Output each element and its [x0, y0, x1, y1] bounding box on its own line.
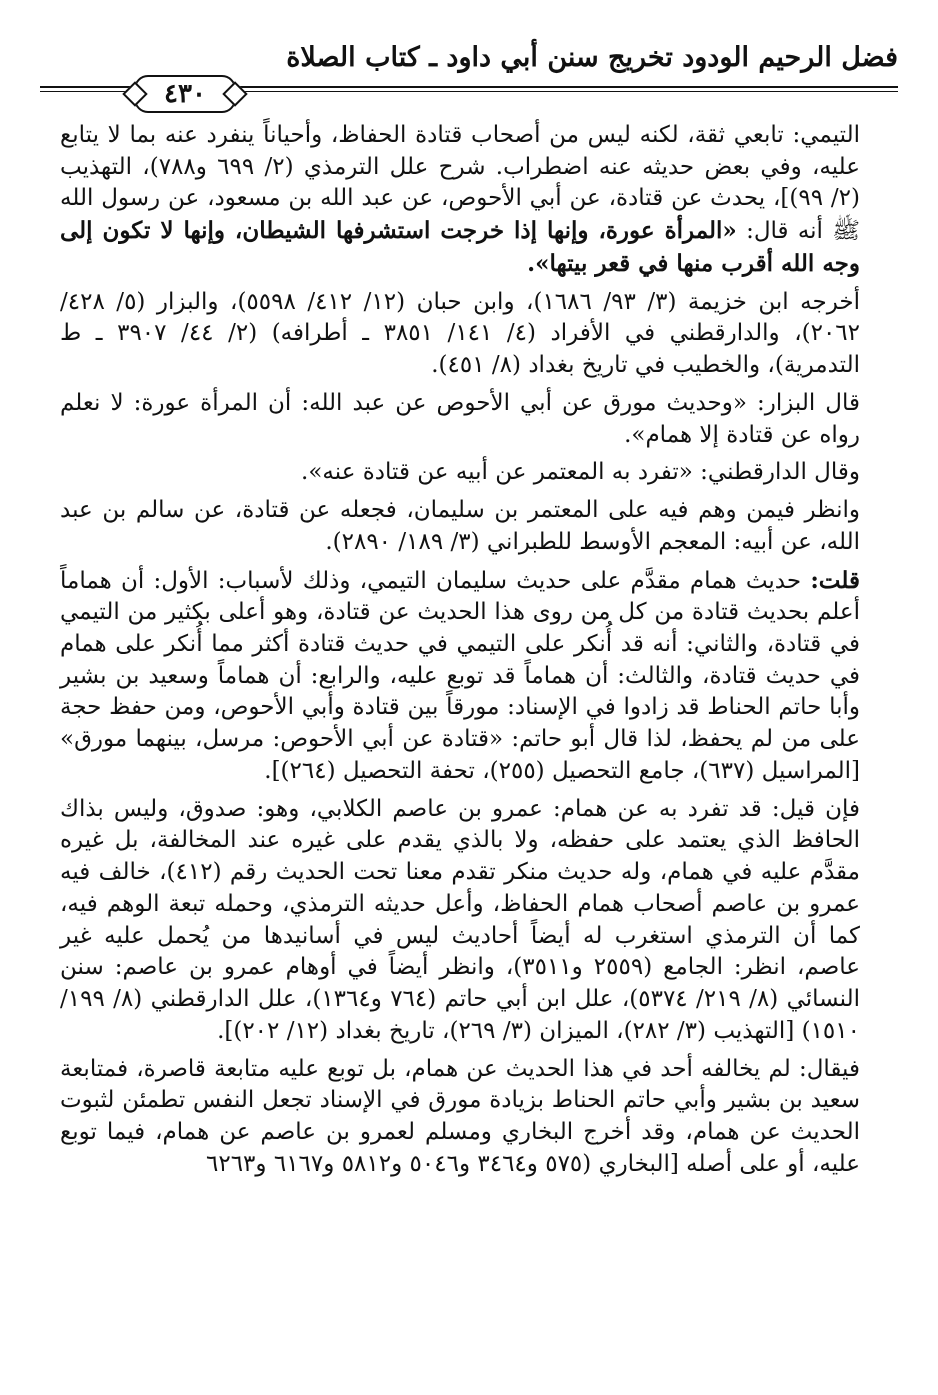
- paragraph-text: حديث همام مقدَّم على حديث سليمان التيمي، وذلك لأسباب: الأول: أن هماماً أعلم بحديث قتادة من كل من روى هذا الحديث عن قتادة، وهو أعلى بكثير من التيمي في قتادة، والثاني: أنه قد أُنكر على التيمي في حديث قتادة أكثر مما أُنكر على همام في حديث قتادة، والثالث: أن هماماً قد توبع عليه، والرابع: أن هماماً وسعيد بن بشير وأبا حاتم الحناط قد زادوا في الإسناد: مورقاً بين قتادة وأبي الأحوص، ومن حفظ حجة على من لم يحفظ، لذا قال أبو حاتم: «قتادة عن أبي الأحوص: مرسل، بينهما مورق» [المراسيل (٦٣٧)، جامع التحصيل (٢٥٥)، تحفة التحصيل (٢٦٤)].: [60, 567, 860, 784]
- paragraph: وقال الدارقطني: «تفرد به المعتمر عن أبيه عن قتادة عنه».: [301, 459, 860, 486]
- hadith-quote: «المرأة عورة، وإنها إذا خرجت استشرفها الشيطان، وإنها لا تكون إلى وجه الله أقرب منها في قعر بيتها».: [60, 217, 860, 277]
- header-title: فضل الرحيم الودود تخريج سنن أبي داود ـ كتاب الصلاة: [286, 42, 898, 73]
- paragraph: [60, 120, 860, 281]
- paragraph: أخرجه ابن خزيمة (٣/ ٩٣/ ١٦٨٦)، وابن حبان (١٢/ ٤١٢/ ٥٥٩٨)، والبزار (٥/ ٤٢٨/ ٢٠٦٢)، والدارقطني في الأفراد (٤/ ١٤١/ ٣٨٥١ ـ أطرافه) (٢/ ٤٤/ ٣٩٠٧ ـ ط التدمرية)، والخطيب في تاريخ بغداد (٨/ ٤٥١).: [60, 288, 861, 379]
- paragraph-text: التيمي: تابعي ثقة، لكنه ليس من أصحاب قتادة الحفاظ، وأحياناً ينفرد عنه بما لا يتابع عليه، وفي بعض حديثه عنه اضطراب. شرح علل الترمذي (٢/ ٦٩٩ و٧٨٨)، التهذيب (٢/ ٩٩)]، يحدث عن قتادة، عن أبي الأحوص، عن عبد الله بن مسعود، عن رسول الله ﷺ أنه قال:: [60, 122, 861, 245]
- paragraph: فإن قيل: قد تفرد به عن همام: عمرو بن عاصم الكلابي، وهو: صدوق، وليس بذاك الحافظ الذي يعتمد على حفظه، ولا بالذي يقدم على غيره عند المخالفة، بل غيره مقدَّم عليه في همام، وله حديث منكر تقدم معنا تحت الحديث رقم (٤١٢)، خالف فيه عمرو بن عاصم أصحاب همام الحفاظ، وأعل حديثه الترمذي، وحمله تبعة الوهم فيه، كما أن الترمذي استغرب له أيضاً أحاديث ليس في أسانيدها من يُحمل عليه غير عاصم، انظر: الجامع (٢٥٥٩ و٣٥١١)، وانظر أيضاً في أوهام عمرو بن عاصم: سنن النسائي (٨/ ٢١٩/ ٥٣٧٤)، علل ابن أبي حاتم (٧٦٤ و١٣٦٤)، علل الدارقطني (٨/ ١٩٩/ ١٥١٠) [التهذيب (٣/ ٢٨٢)، الميزان (٣/ ٢٦٩)، تاريخ بغداد (١٢/ ٢٠٢)].: [60, 795, 861, 1044]
- paragraph: [60, 565, 860, 788]
- paragraph: قال البزار: «وحديث مورق عن أبي الأحوص عن عبد الله: أن المرأة عورة: لا نعلم رواه عن قتادة إلا همام».: [60, 389, 860, 448]
- running-header: [40, 42, 898, 112]
- main-text: [60, 120, 860, 1187]
- page-number: ٤٣٠: [134, 75, 236, 113]
- paragraph: فيقال: لم يخالفه أحد في هذا الحديث عن همام، بل توبع عليه متابعة قاصرة، فمتابعة سعيد بن بشير وأبي حاتم الحناط بزيادة مورق في الإسناد تجعل النفس تطمئن لثبوت الحديث عن همام، وقد أخرج البخاري ومسلم لعمرو بن عاصم عن همام، فيما توبع عليه، أو على أصله [البخاري (٥٧٥ و٣٤٦٤ و٥٠٤٦ و٥٨١٢ و٦١٦٧ و٦٢٦٣: [60, 1055, 860, 1177]
- paragraph: وانظر فيمن وهم فيه على المعتمر بن سليمان، فجعله عن قتادة، عن سالم بن عبد الله، عن أبيه: المعجم الأوسط للطبراني (٣/ ١٨٩/ ٢٨٩٠).: [60, 497, 860, 555]
- paragraph-lead: قلت:: [810, 566, 860, 594]
